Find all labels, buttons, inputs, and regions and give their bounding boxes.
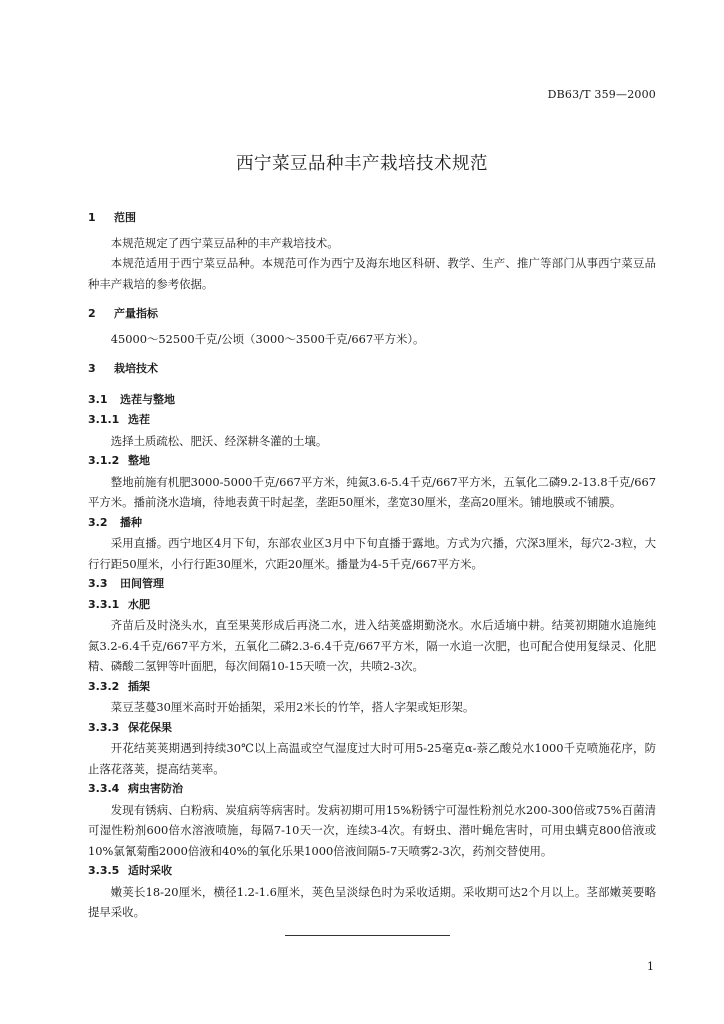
subsection-heading-3-3-2	[88, 677, 656, 698]
subsection-heading-3-3-4	[88, 779, 656, 800]
section-number: 3.3.4	[88, 782, 120, 795]
paragraph: 齐苗后及时浇头水，直至果荚形成后再浇二水，进入结荚盛期勤浇水。水后适墒中耕。结荚初期随水追施纯氮3.2-6.4千克/667平方米，五氧化二磷2.3-6.4千克/667平方米，隔一水追一次肥，也可配合使用复绿灵、化肥精、磷酸二氢钾等叶面肥，每次间隔10-15天喷一次，共喷2-3次。	[88, 618, 656, 673]
section-number: 3.2	[88, 515, 108, 529]
section-number: 3.1.1	[88, 413, 120, 426]
footer-divider	[285, 935, 450, 936]
subsection-heading-3-2	[88, 513, 656, 534]
subsection-heading-3-1	[88, 390, 656, 411]
section-title: 适时采收	[128, 864, 172, 877]
paragraph: 发现有锈病、白粉病、炭疽病等病害时。发病初期可用15%粉锈宁可湿性粉剂兑水200-300倍或75%百菌清可湿性粉剂600倍水溶液喷施，每隔7-10天一次，连续3-4次。有蚜虫、潜叶蝇危害时，可用虫螨克800倍液或10%氯氰菊酯2000倍液和40%的氧化乐果1000倍液间隔5-7天喷雾2-3次，药剂交替使用。	[88, 802, 656, 858]
paragraph: 选择土质疏松、肥沃、经深耕冬灌的土壤。	[110, 433, 328, 448]
subsection-heading-3-3-3	[88, 718, 656, 739]
section-title: 保花保果	[128, 720, 172, 734]
section-title: 插架	[128, 679, 150, 693]
section-title: 病虫害防治	[128, 782, 183, 795]
paragraph: 菜豆茎蔓30厘米高时开始插架，采用2米长的竹竿，搭人字架或矩形架。	[110, 700, 475, 714]
paragraph: 45000～52500千克/公顷（3000～3500千克/667平方米）。	[110, 331, 425, 346]
paragraph: 采用直播。西宁地区4月下旬，东部农业区3月中下旬直播于露地。方式为穴播，穴深3厘米，每穴2-3粒，大行行距50厘米，小行行距30厘米，穴距20厘米。播量为4-5千克/667平方米。	[88, 536, 656, 571]
subsection-heading-3-3-5	[88, 861, 656, 882]
section-number: 3.3.2	[88, 679, 120, 693]
section-number: 3.3	[88, 577, 108, 590]
section-title: 选茬	[128, 413, 150, 426]
section-title: 田间管理	[120, 577, 164, 590]
section-title: 播种	[120, 515, 142, 529]
section-number: 3.1.2	[88, 454, 120, 467]
section-number: 3	[88, 362, 96, 375]
subsection-heading-3-1-1	[88, 410, 656, 431]
section-number: 3.3.5	[88, 864, 120, 877]
page-number: 1	[647, 960, 654, 973]
section-title: 产量指标	[114, 307, 158, 320]
subsection-heading-3-1-2	[88, 451, 656, 472]
subsection-heading-3-3-1	[88, 595, 656, 616]
document-body	[88, 208, 656, 923]
section-title: 整地	[128, 454, 150, 467]
section-number: 3.1	[88, 392, 108, 406]
paragraph: 嫩荚长18-20厘米，横径1.2-1.6厘米，荚色呈淡绿色时为采收适期。采收期可达2个月以上。茎部嫩荚要略提早采收。	[88, 884, 656, 919]
subsection-heading-3-3	[88, 574, 656, 595]
standard-code: DB63/T 359—2000	[547, 88, 656, 101]
section-number: 2	[88, 307, 96, 320]
document-title: 西宁菜豆品种丰产栽培技术规范	[236, 154, 488, 174]
section-heading-1	[88, 208, 656, 229]
paragraph: 本规范适用于西宁菜豆品种。本规范可作为西宁及海东地区科研、教学、生产、推广等部门从事西宁菜豆品种丰产栽培的参考依据。	[88, 256, 656, 291]
section-number: 3.3.3	[88, 720, 120, 734]
section-number: 1	[88, 211, 96, 224]
section-title: 选茬与整地	[120, 392, 175, 406]
section-heading-3	[88, 359, 656, 380]
section-title: 范围	[114, 211, 136, 224]
section-number: 3.3.1	[88, 597, 120, 611]
paragraph: 本规范规定了西宁菜豆品种的丰产栽培技术。	[110, 235, 339, 250]
section-title: 水肥	[128, 597, 150, 611]
paragraph: 整地前施有机肥3000-5000千克/667平方米，纯氮3.6-5.4千克/667平方米，五氧化二磷9.2-13.8千克/667平方米。播前浇水造墒，待地表黄干时起垄，垄距50厘米，垄宽30厘米，垄高20厘米。铺地膜或不铺膜。	[88, 474, 656, 509]
section-heading-2	[88, 304, 656, 325]
paragraph: 开花结荚荚期遇到持续30℃以上高温或空气湿度过大时可用5-25毫克α-萘乙酸兑水1000千克喷施花序，防止落花落荚，提高结荚率。	[88, 741, 656, 776]
section-title: 栽培技术	[114, 362, 158, 375]
